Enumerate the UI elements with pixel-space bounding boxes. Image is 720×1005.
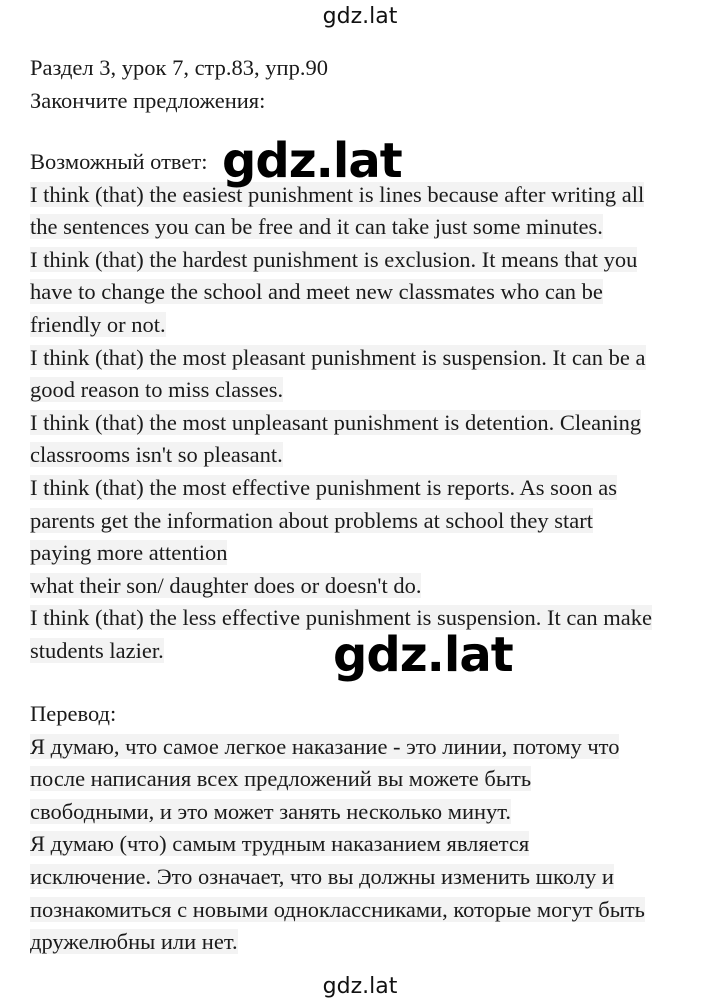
answer-line: I think (that) the hardest punishment is exclusion. It means that you [30, 246, 638, 272]
translation-line: свободными, и это может занять несколько минут. [30, 798, 512, 824]
answer-line: good reason to miss classes. [30, 377, 284, 403]
answer-line: what their son/ daughter does or doesn't do. [30, 572, 422, 598]
answer-line: classrooms isn't so pleasant. [30, 442, 283, 468]
exercise-reference: Раздел 3, урок 7, стр.83, упр.90 [30, 55, 328, 80]
translation-line: Я думаю, что самое легкое наказание - это линии, потому что [30, 733, 620, 759]
answer-line: parents get the information about problems at school they start [30, 507, 593, 533]
translation-section [30, 698, 720, 959]
answer-line: I think (that) the less effective punishment is suspension. It can make [30, 605, 652, 631]
translation-label: Перевод: [30, 701, 117, 726]
answer-line: the sentences you can be free and it can take just some minutes. [30, 214, 603, 240]
site-footer: gdz.lat [322, 974, 398, 999]
answer-line: friendly or not. [30, 311, 166, 337]
site-header: gdz.lat [322, 4, 398, 29]
answer-line: students lazier. [30, 637, 164, 663]
watermark: gdz.lat [222, 133, 402, 189]
translation-line: дружелюбны или нет. [30, 929, 238, 955]
translation-line: после написания всех предложений вы можете быть [30, 766, 532, 792]
answer-line: I think (that) the easiest punishment is lines because after writing all [30, 181, 645, 207]
answer-label: Возможный ответ: [30, 149, 208, 174]
answer-line: I think (that) the most effective punishment is reports. As soon as [30, 474, 617, 500]
translation-line: познакомиться с новыми одноклассниками, которые могут быть [30, 896, 645, 922]
answer-section [30, 146, 720, 668]
answer-line: I think (that) the most pleasant punishment is suspension. It can be a [30, 344, 646, 370]
translation-line: Я думаю (что) самым трудным наказанием является [30, 831, 530, 857]
exercise-instruction: Закончите предложения: [30, 87, 266, 113]
exercise-intro [30, 52, 720, 117]
answer-line: have to change the school and meet new classmates who can be [30, 279, 603, 305]
translation-line: исключение. Это означает, что вы должны изменить школу и [30, 863, 614, 889]
answer-line: paying more attention [30, 540, 228, 566]
watermark: gdz.lat [333, 627, 513, 683]
answer-line: I think (that) the most unpleasant punishment is detention. Cleaning [30, 409, 642, 435]
